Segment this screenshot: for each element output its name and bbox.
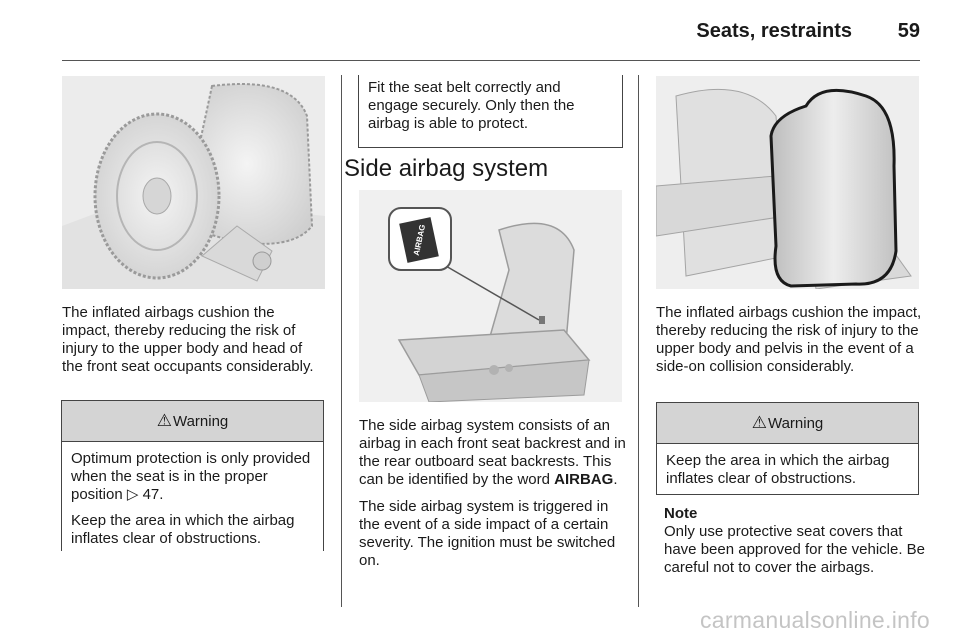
col3-paragraph: The inflated airbags cushion the impact, thereby reducing the risk of injury to the upper body and pelvis in the event of a side-on collision considerably. [656,304,922,375]
airbag-label: AIRBAG [411,223,428,257]
front-airbags-figure [62,76,325,289]
side-airbag-deployed-illustration [656,76,919,289]
warning-triangle-icon: ⚠ [751,413,767,432]
note-body: Only use protective seat covers that have been approved for the vehicle. Be careful not to cover the airbags. [664,523,926,576]
seat-belt-note-box [358,75,623,148]
section-title: Seats, restraints [696,20,852,42]
seat-airbag-label-illustration [359,190,622,402]
note-block [664,505,926,577]
warning-triangle-icon: ⚠ [156,411,172,430]
warning-header [657,403,918,444]
header-rule [62,60,920,61]
warning-body: Keep the area in which the airbag inflates clear of obstructions. [666,452,890,487]
col1-warning-box [61,400,324,551]
page-number: 59 [897,20,920,42]
column-divider-2 [638,75,639,607]
warning-title: Warning [767,414,824,432]
col2-paragraphs [359,417,629,579]
seat-airbag-figure [359,190,622,402]
watermark: carmanualsonline.info [699,607,930,633]
column-divider-1 [341,75,342,607]
col1-paragraph: The inflated airbags cushion the impact, thereby reducing the risk of injury to the upper body and head of the front seat occupants considerably. [62,304,314,375]
col2-paragraph-1-end: . [613,471,618,488]
col2-paragraph-2: The side airbag system is triggered in the event of a side impact of a certain severity. The ignition must be switched on. [359,498,616,569]
warning-paragraph-2: Keep the area in which the airbag inflates clear of obstructions. [71,512,295,547]
side-airbag-figure [656,76,919,289]
warning-paragraph-1-text: Optimum protection is only provided when the seat is in the proper position [71,450,311,503]
col2-paragraph-1 [359,417,629,489]
cross-reference-arrow-icon: ▷ [126,486,139,503]
warning-body [62,442,323,555]
warning-header [62,401,323,442]
seat-belt-note-text: Fit the seat belt correctly and engage securely. Only then the airbag is able to protect. [368,79,575,132]
warning-paragraph-1 [71,450,314,504]
col3-warning-box [656,402,919,495]
warning-title: Warning [172,412,229,430]
airbag-word: AIRBAG [554,471,614,488]
cross-reference-page[interactable]: 47. [142,486,164,503]
col2-paragraph-1-text: The side airbag system consists of an airbag in each front seat backrest and in the rear outboard seat backrests. This can be identified by the word [359,417,626,488]
note-title: Note [664,505,698,522]
front-airbags-deployed-illustration [62,76,325,289]
section-heading: Side airbag system [344,155,549,182]
